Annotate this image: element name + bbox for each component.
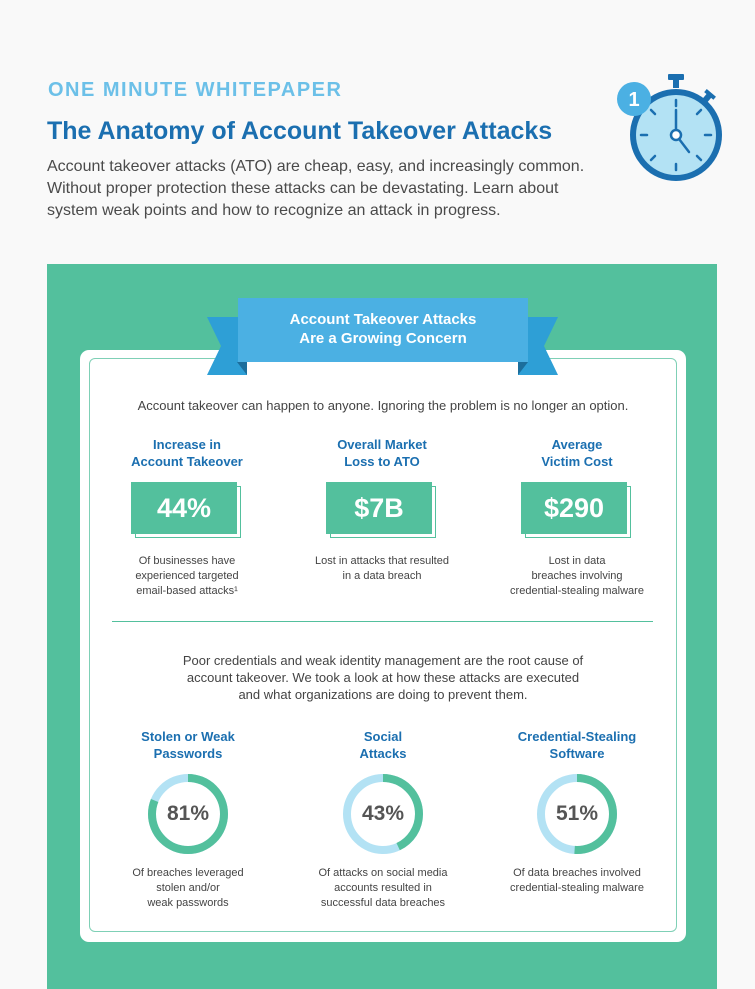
ring-stolen-passwords <box>93 728 283 911</box>
ring-description <box>482 866 672 896</box>
donut-ring <box>535 772 619 856</box>
ring-desc-line: Of breaches leveraged <box>132 867 244 879</box>
stat-title-line: Increase in <box>153 437 221 452</box>
root-cause-line: account takeover. We took a look at how these attacks are executed <box>186 670 580 685</box>
stat-title <box>292 436 472 472</box>
ring-description <box>93 866 283 911</box>
stat-title <box>97 436 277 472</box>
page-title: The Anatomy of Account Takeover Attacks <box>47 117 553 145</box>
stat-value: 44% <box>131 482 237 534</box>
ring-percent: 81% <box>166 802 210 825</box>
stat-value-box <box>521 482 633 542</box>
ring-desc-line: accounts resulted in <box>334 882 432 894</box>
stat-title-line: Overall Market <box>337 437 427 452</box>
stat-market-loss <box>292 436 472 584</box>
stat-value: $290 <box>521 482 627 534</box>
intro-text: Account takeover attacks (ATO) are cheap, easy, and increasingly common. Without proper protection these attacks can be devastating. Learn about system weak points and how to recognize an attack in progress. <box>47 158 585 219</box>
ring-title-line: Passwords <box>153 746 223 761</box>
donut-ring <box>341 772 425 856</box>
ring-percent: 43% <box>361 802 405 825</box>
root-cause-line: Poor credentials and weak identity management are the root cause of <box>182 653 584 668</box>
ring-desc-line: Of data breaches involved <box>513 867 641 879</box>
stat-value-box <box>131 482 243 542</box>
stat-victim-cost <box>487 436 667 599</box>
stat-desc-line: Of businesses have <box>138 555 236 567</box>
stat-description <box>97 554 277 599</box>
ring-title-line: Social <box>363 729 403 744</box>
ring-title-line: Credential-Stealing <box>517 729 637 744</box>
stat-title-line: Loss to ATO <box>344 454 420 469</box>
ring-desc-line: successful data breaches <box>320 897 446 909</box>
stat-desc-line: Lost in data <box>548 555 606 567</box>
stat-description <box>292 554 472 584</box>
ring-desc-line: weak passwords <box>147 897 229 909</box>
ring-title-line: Attacks <box>359 746 407 761</box>
ribbon-line-1: Account Takeover Attacks <box>289 311 477 328</box>
stopwatch-icon <box>612 70 726 184</box>
stat-desc-line: credential-stealing malware <box>510 585 644 597</box>
ribbon-line-2: Are a Growing Concern <box>299 330 467 347</box>
stat-description <box>487 554 667 599</box>
stat-title-line: Account Takeover <box>131 454 243 469</box>
stat-value-box <box>326 482 438 542</box>
stat-desc-line: in a data breach <box>342 570 422 582</box>
ring-title-line: Software <box>549 746 605 761</box>
stat-title-line: Victim Cost <box>541 454 613 469</box>
section-divider <box>112 621 653 622</box>
section-ribbon <box>238 298 528 362</box>
eyebrow-label: ONE MINUTE WHITEPAPER <box>48 79 343 101</box>
ring-percent: 51% <box>555 802 599 825</box>
stat-title <box>487 436 667 472</box>
ring-desc-line: Of attacks on social media <box>318 867 448 879</box>
donut-ring <box>146 772 230 856</box>
stat-value: $7B <box>326 482 432 534</box>
ring-title-line: Stolen or Weak <box>141 729 235 744</box>
timer-badge-number: 1 <box>628 89 640 111</box>
root-cause-line: and what organizations are doing to prevent them. <box>238 687 528 702</box>
ring-desc-line: credential-stealing malware <box>510 882 644 894</box>
stat-title-line: Average <box>551 437 603 452</box>
stat-desc-line: Lost in attacks that resulted <box>315 555 449 567</box>
ring-credential-software <box>482 728 672 896</box>
stat-desc-line: email-based attacks¹ <box>136 585 238 597</box>
lead-text: Account takeover can happen to anyone. Ignoring the problem is no longer an option. <box>137 398 629 413</box>
ring-description <box>288 866 478 911</box>
ring-title <box>482 728 672 764</box>
ring-title <box>288 728 478 764</box>
ring-desc-line: stolen and/or <box>156 882 220 894</box>
stat-desc-line: experienced targeted <box>135 570 239 582</box>
ring-title <box>93 728 283 764</box>
ring-social-attacks <box>288 728 478 911</box>
stat-desc-line: breaches involving <box>531 570 623 582</box>
stat-increase-ato <box>97 436 277 599</box>
root-cause-text <box>120 652 646 703</box>
